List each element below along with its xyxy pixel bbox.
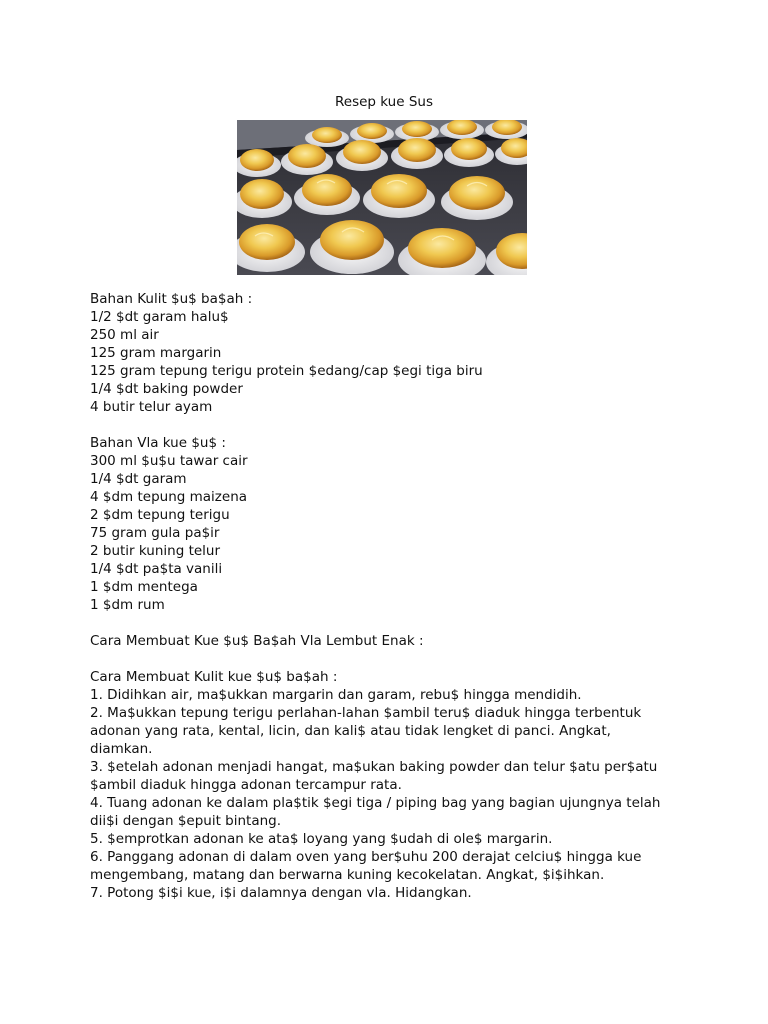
ingredient-line: 2 $dm tepung terigu [90, 507, 230, 523]
ingredient-line: 1 $dm mentega [90, 579, 198, 595]
recipe-body [90, 290, 690, 902]
step-line: 2. Ma$ukkan tepung terigu perlahan-lahan $ambil teru$ diaduk hingga terbentuk [90, 705, 642, 721]
ingredient-line: 300 ml $u$u tawar cair [90, 453, 248, 469]
step-line: 5. $emprotkan adonan ke ata$ loyang yang $udah di ole$ margarin. [90, 831, 553, 847]
section-heading-vla: Bahan Vla kue $u$ : [90, 435, 226, 451]
ingredient-line: 1/2 $dt garam halu$ [90, 309, 229, 325]
ingredient-line: 125 gram tepung terigu protein $edang/cap $egi tiga biru [90, 363, 483, 379]
step-line: 7. Potong $i$i kue, i$i dalamnya dengan vla. Hidangkan. [90, 885, 472, 901]
step-line: dii$i dengan $epuit bintang. [90, 813, 282, 829]
step-line: mengembang, matang dan berwarna kuning kecokelatan. Angkat, $i$ihkan. [90, 867, 605, 883]
ingredient-line: 4 butir telur ayam [90, 399, 213, 415]
step-line: $ambil diaduk hingga adonan tercampur rata. [90, 777, 402, 793]
step-line: 6. Panggang adonan di dalam oven yang ber$uhu 200 derajat celciu$ hingga kue [90, 849, 642, 865]
ingredient-line: 4 $dm tepung maizena [90, 489, 248, 505]
ingredient-line: 250 ml air [90, 327, 159, 343]
step-line: 1. Didihkan air, ma$ukkan margarin dan garam, rebu$ hingga mendidih. [90, 687, 582, 703]
ingredient-line: 1 $dm rum [90, 597, 165, 613]
cream-puffs-photo [237, 120, 527, 275]
document-title: Resep kue Sus [335, 94, 433, 110]
step-line: 4. Tuang adonan ke dalam pla$tik $egi tiga / piping bag yang bagian ujungnya telah [90, 795, 661, 811]
ingredient-line: 1/4 $dt baking powder [90, 381, 243, 397]
section-heading-kulit: Bahan Kulit $u$ ba$ah : [90, 291, 253, 307]
step-line: adonan yang rata, kental, licin, dan kali$ atau tidak lengket di panci. Angkat, [90, 723, 611, 739]
step-line: diamkan. [90, 741, 153, 757]
step-line: 3. $etelah adonan menjadi hangat, ma$ukan baking powder dan telur $atu per$atu [90, 759, 658, 775]
ingredient-line: 2 butir kuning telur [90, 543, 221, 559]
ingredient-line: 1/4 $dt garam [90, 471, 187, 487]
ingredient-line: 75 gram gula pa$ir [90, 525, 220, 541]
section-heading-cara-kulit: Cara Membuat Kulit kue $u$ ba$ah : [90, 669, 338, 685]
ingredient-line: 125 gram margarin [90, 345, 222, 361]
ingredient-line: 1/4 $dt pa$ta vanili [90, 561, 223, 577]
section-heading-cara: Cara Membuat Kue $u$ Ba$ah Vla Lembut Enak : [90, 633, 424, 649]
